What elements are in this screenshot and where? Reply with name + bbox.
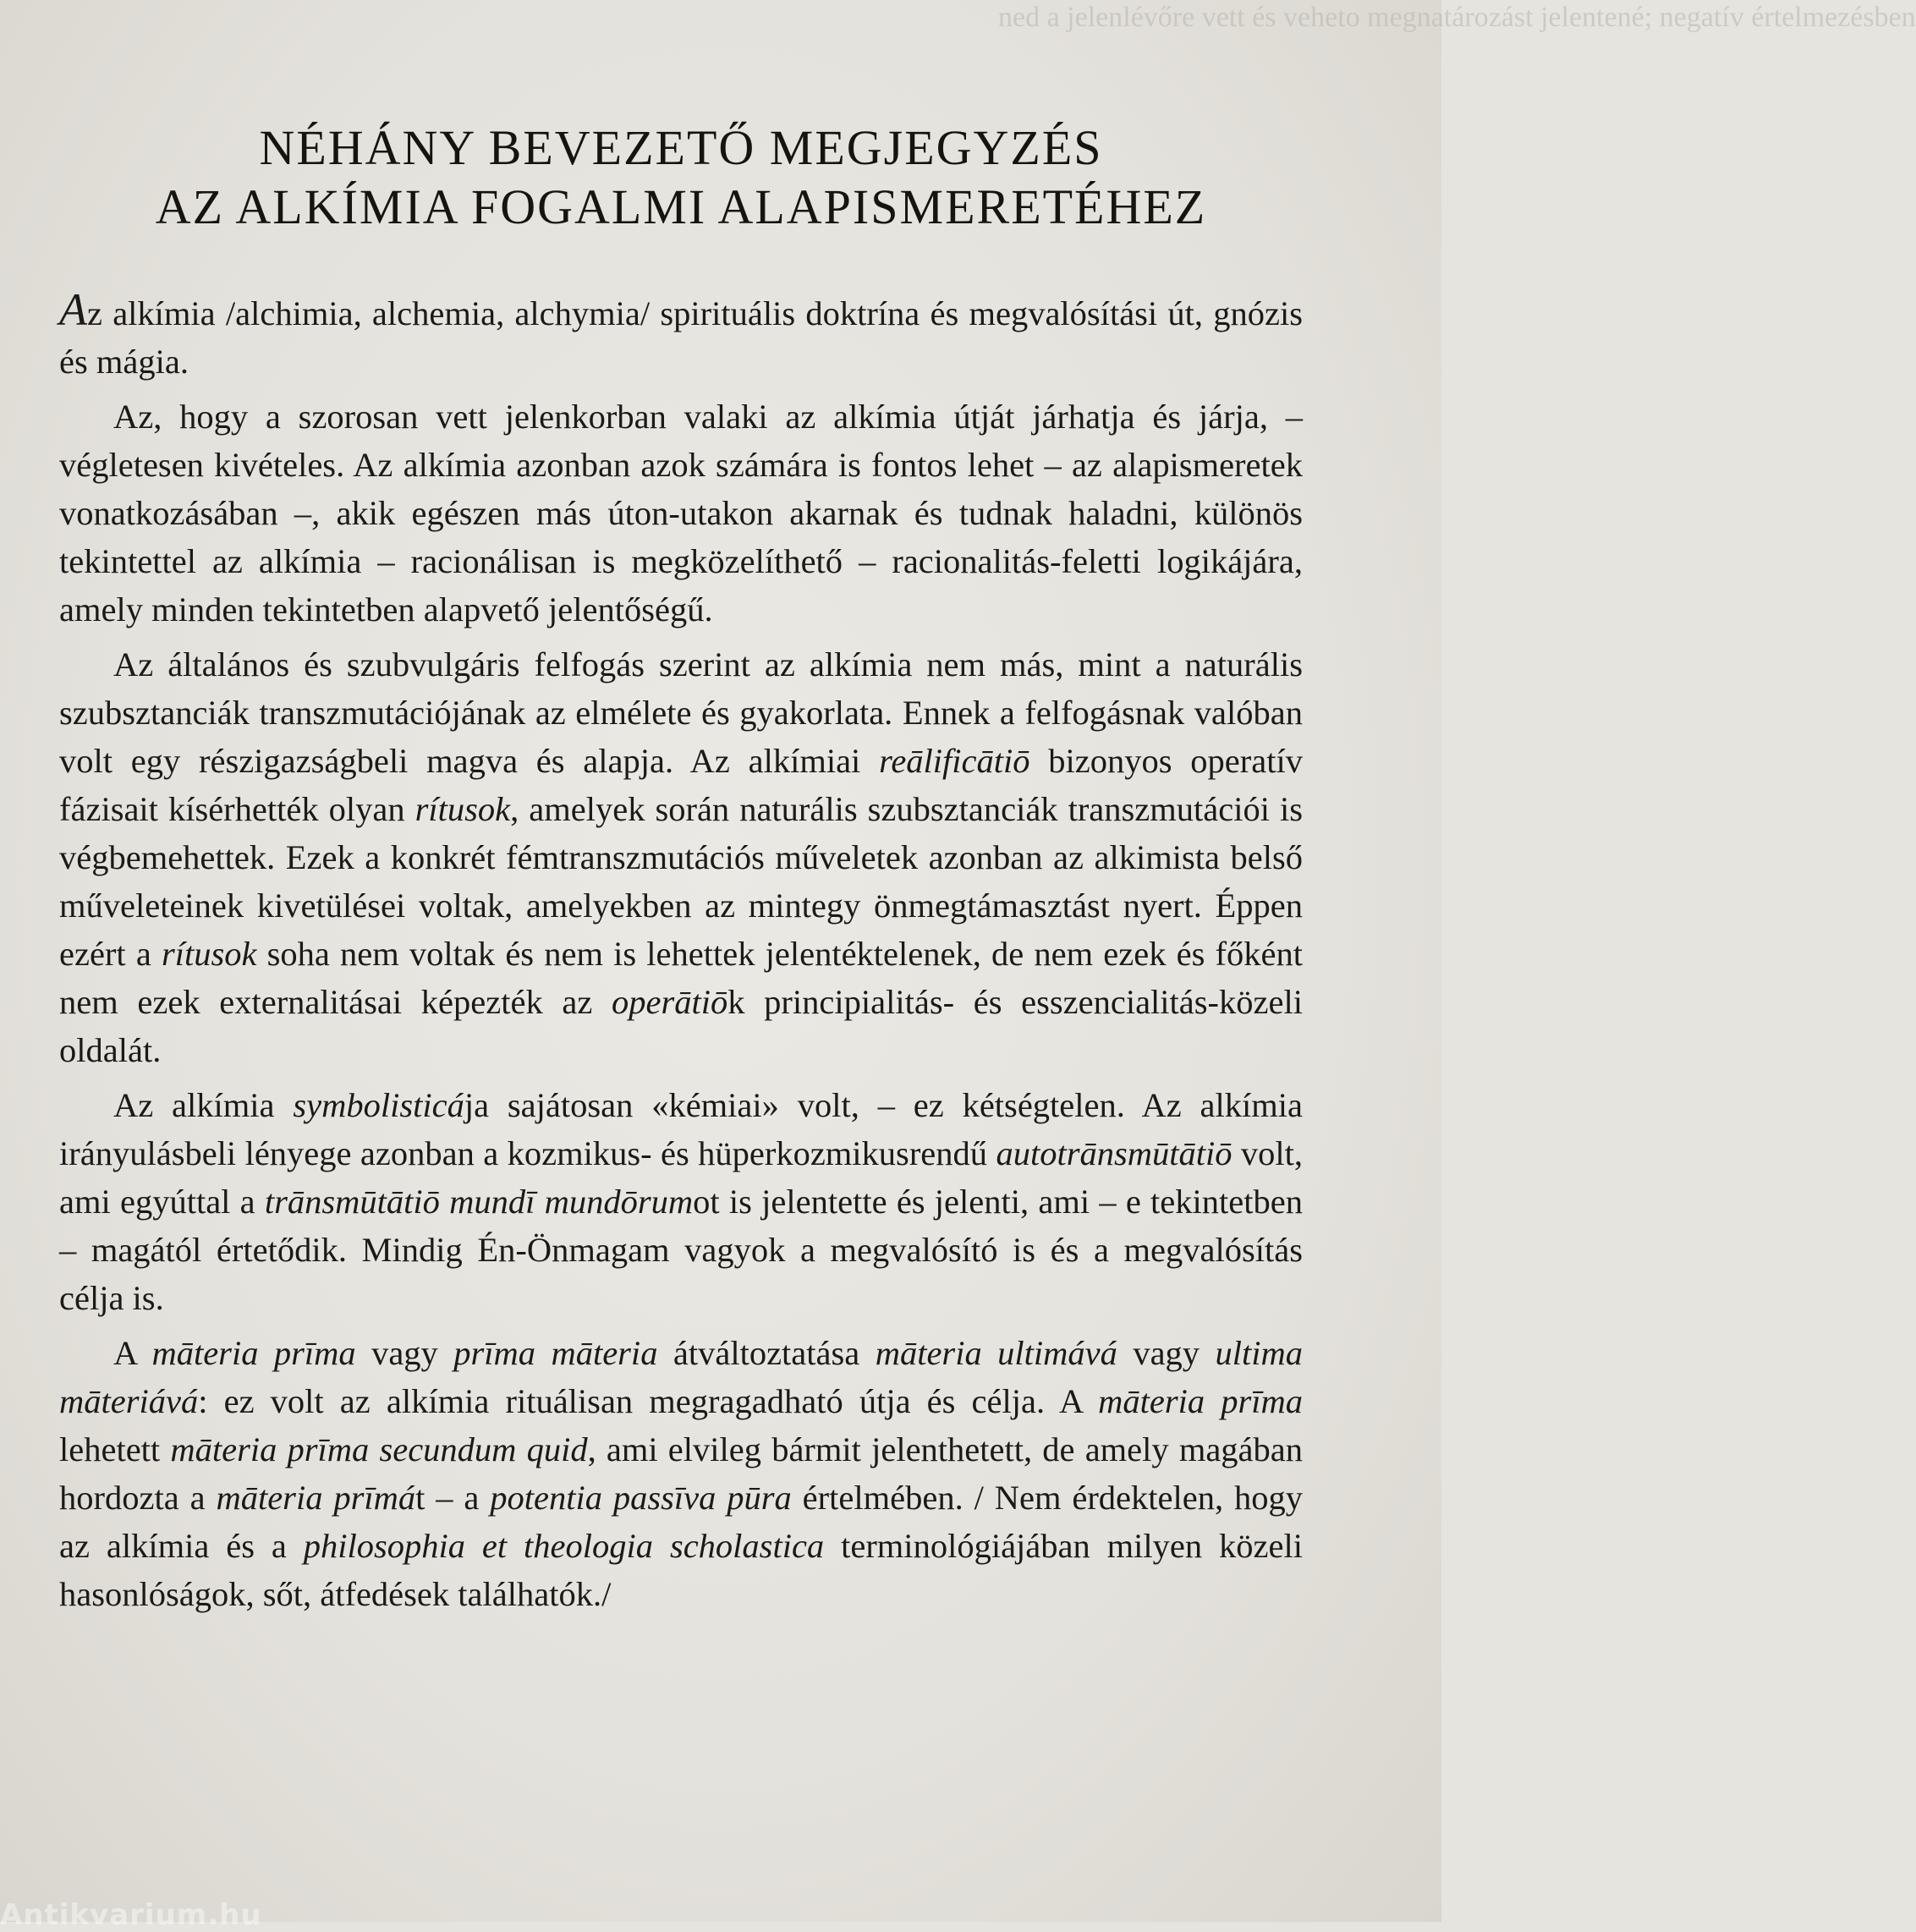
italic-term: māteria ultimává (875, 1334, 1117, 1372)
chapter-title (59, 118, 1303, 237)
text-run: ja sajátosan «kémiai» volt, – ez kétségtelen. Az alkímia irányulásbeli lényege azonban a kozmikus- és hüperkozmikusrendű (59, 1086, 1303, 1172)
text-run: vagy (355, 1334, 454, 1372)
text-run: k principialitás- és esszencialitás-közeli oldalát. (59, 983, 1303, 1069)
bleed-through-text: ned a jelenlévőre vett és veheto megnatározást jelentené; negatív értelmezésben (998, 2, 1916, 33)
page-content (59, 118, 1303, 1625)
chapter-title-line-1: NÉHÁNY BEVEZETŐ MEGJEGYZÉS (259, 120, 1103, 175)
paragraph-4 (59, 1081, 1303, 1322)
text-run: soha nem voltak és nem is lehettek jelentéktelenek, de nem ezek és főként nem ezek externalitásai képezték az (59, 935, 1303, 1021)
text-run: átváltoztatása (657, 1334, 876, 1372)
text-run: Az általános és szubvulgáris felfogás szerint az alkímia nem más, mint a naturális szubsztanciák transzmutációjának az elmélete és gyakorlata. Ennek a felfogásnak valóban volt egy részigazságbeli magva és alapja. Az alkímiai (59, 645, 1303, 780)
text-run: volt, ami egyúttal a (59, 1134, 1303, 1221)
italic-term: philosophia et theologia scholastica (303, 1527, 825, 1565)
paragraph-3 (59, 640, 1303, 1074)
italic-term: symbolisticá (293, 1086, 464, 1124)
italic-term: māteria prīma (1098, 1382, 1303, 1420)
italic-term: reālificātiō (879, 742, 1030, 780)
text-run: terminológiájában milyen közeli hasonlóságok, sőt, átfedések találhatók./ (59, 1527, 1303, 1613)
italic-term: rítusok (161, 935, 257, 973)
paragraph-1-text: z alkímia /alchimia, alchemia, alchymia/ spirituális doktrína és megvalósítási út, gnózis és mágia. (59, 294, 1303, 381)
italic-term: autotrānsmūtātiō (996, 1134, 1232, 1172)
paragraph-5 (59, 1329, 1303, 1618)
text-run: Az alkímia (113, 1086, 294, 1124)
paragraph-2: Az, hogy a szorosan vett jelenkorban valaki az alkímia útját járhatja és járja, – végletesen kivételes. Az alkímia azonban azok számára is fontos lehet – az alapismeretek vonatkozásában –, akik egészen más úton-utakon akarnak és tudnak haladni, különös tekintettel az alkímia – racionálisan is megközelíthető – racionalitás-feletti logikájára, amely minden tekintetben alapvető jelentőségű. (59, 398, 1303, 628)
text-run: : ez volt az alkímia rituálisan megragadható útja és célja. A (198, 1382, 1099, 1420)
chapter-title-line-2: AZ ALKÍMIA FOGALMI ALAPISMERETÉHEZ (155, 179, 1207, 234)
italic-term: potentia passīva pūra (490, 1479, 792, 1517)
text-run: lehetett (59, 1430, 171, 1468)
italic-term: prīma māteria (453, 1334, 658, 1372)
italic-term: māteria prīma secundum quid (170, 1430, 588, 1468)
text-run: bizonyos operatív fázisait kísérhették olyan (59, 742, 1303, 828)
text-run: ot is jelentette és jelenti, ami – e tekintetben – magától értetődik. Mindig Én-Önmagam vagyok a megvalósító is és a megvalósítás célja is. (59, 1183, 1303, 1317)
italic-term: māteria prīma (151, 1334, 356, 1372)
text-run: értelmében. / Nem érdektelen, hogy az alkímia és a (59, 1479, 1303, 1565)
text-run: vagy (1117, 1334, 1216, 1372)
italic-term: operātiō (611, 983, 728, 1021)
watermark: Antikvarium.hu (0, 1898, 262, 1932)
text-run: t – a (415, 1479, 491, 1517)
italic-term: ultima māteriává (59, 1334, 1303, 1420)
initial-letter: A (59, 284, 87, 335)
paragraph-1 (59, 284, 1303, 386)
italic-term: trānsmūtātiō mundī mundōrum (264, 1183, 694, 1221)
text-run: A (113, 1334, 152, 1372)
text-run: , ami elvileg bármit jelenthetett, de amely magában hordozta a (59, 1430, 1304, 1517)
text-run: , amelyek során naturális szubsztanciák transzmutációi is végbemehettek. Ezek a konkrét fémtranszmutációs műveletek azonban az alkimista belső műveleteinek kivetülései voltak, amelyekben az mintegy önmegtámasztást nyert. Éppen ezért a (59, 790, 1303, 973)
italic-term: rítusok (414, 790, 511, 828)
italic-term: māteria prīmá (216, 1479, 416, 1517)
